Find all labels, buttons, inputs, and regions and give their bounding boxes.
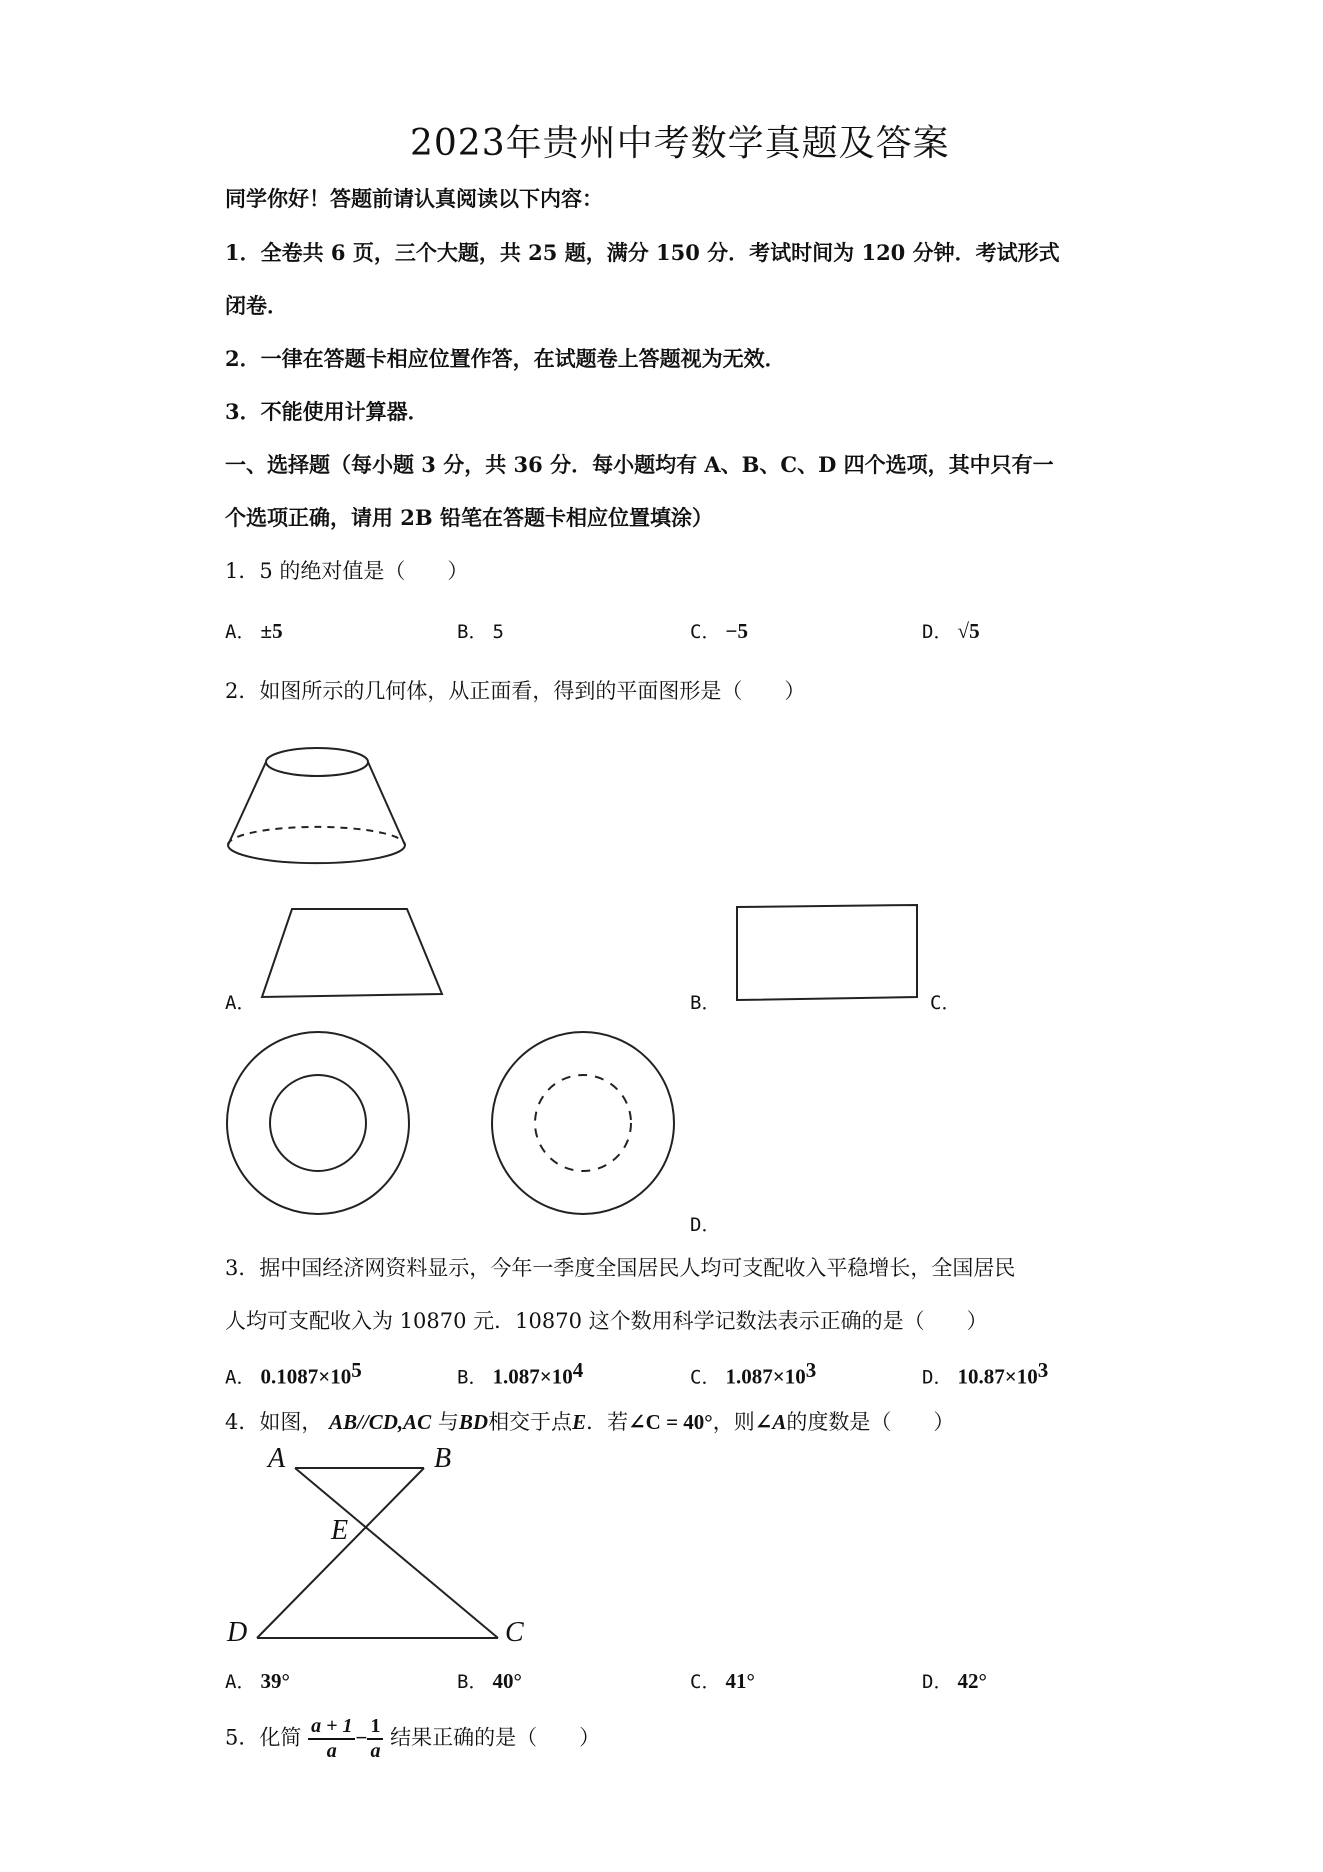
point-label-d: D <box>227 1617 248 1648</box>
option-value: 41° <box>725 1669 755 1693</box>
stem-text: 与 <box>437 1410 459 1434</box>
question-4-stem <box>225 1406 954 1436</box>
frustum-right-edge <box>368 762 405 845</box>
intersecting-lines-figure <box>220 1445 540 1645</box>
option-exponent: 4 <box>572 1358 584 1382</box>
point-label-c: C <box>505 1617 524 1648</box>
question-3-option-b <box>457 1358 583 1389</box>
segment-bd <box>257 1468 424 1638</box>
segment-ac <box>295 1468 498 1638</box>
option-label: A． <box>225 1366 256 1389</box>
option-value: ±5 <box>260 619 283 643</box>
stem-suffix: 结果正确的是（ ） <box>390 1725 601 1750</box>
question-3-option-d <box>922 1358 1048 1389</box>
stem-point-e: E <box>572 1410 587 1434</box>
point-label-e: E <box>331 1515 349 1546</box>
option-mantissa: 0.1087×10 <box>260 1364 352 1389</box>
stem-prefix: 5．化简 <box>225 1725 302 1750</box>
question-1-stem: 1．5 的绝对值是（ ） <box>225 559 469 583</box>
frustum-figure <box>220 740 420 880</box>
page-title: 2023年贵州中考数学真题及答案 <box>410 123 950 164</box>
question-1-option-a <box>225 617 283 644</box>
question-2-option-b-label: B． <box>690 992 721 1014</box>
fraction-a-plus-1-over-a <box>308 1715 355 1763</box>
option-a-trapezoid <box>260 905 460 1005</box>
intro-greeting: 同学你好！答题前请认真阅读以下内容： <box>225 186 603 211</box>
intro-rule-3: 3．不能使用计算器． <box>225 399 429 424</box>
frustum-bottom-front <box>228 845 405 863</box>
stem-prefix: 4．如图， <box>225 1410 323 1434</box>
option-label: C． <box>690 1366 721 1389</box>
frustum-left-edge <box>228 762 266 845</box>
question-4-option-b <box>457 1667 522 1694</box>
option-exponent: 3 <box>1037 1358 1049 1382</box>
option-b-rectangle <box>735 905 925 1005</box>
option-value: 42° <box>957 1669 987 1693</box>
question-3-stem: 3．据中国经济网资料显示，今年一季度全国居民人均可支配收入平稳增长，全国居民 <box>225 1256 1016 1280</box>
intro-rule-1: 1．全卷共 6 页，三个大题，共 25 题，满分 150 分．考试时间为 120 分钟．考试形式 <box>225 240 1060 265</box>
question-3-stem-cont: 人均可支配收入为 10870 元．10870 这个数用科学记数法表示正确的是（ ） <box>225 1309 988 1333</box>
fraction-denominator: a <box>326 1740 337 1762</box>
question-4-option-c <box>690 1667 755 1694</box>
question-5-stem <box>225 1715 600 1763</box>
fraction-numerator: a + 1 <box>308 1715 355 1740</box>
fraction-1-over-a <box>367 1715 383 1763</box>
option-label: B． <box>457 1366 488 1389</box>
fraction-numerator: 1 <box>367 1715 383 1740</box>
option-label: D． <box>922 621 953 643</box>
intro-rule-1-cont: 闭卷． <box>225 293 288 318</box>
option-mantissa: 10.87×10 <box>957 1364 1038 1389</box>
stem-angle-c: ∠C = 40° <box>628 1410 713 1434</box>
option-label: D． <box>922 1366 953 1389</box>
section-1-heading: 一、选择题（每小题 3 分，共 36 分．每小题均有 A、B、C、D 四个选项，其中只有一 <box>225 452 1054 477</box>
option-label: A． <box>225 621 256 643</box>
question-1-option-c <box>690 617 748 644</box>
stem-text: ，则 <box>712 1410 755 1434</box>
point-label-b: B <box>434 1443 452 1474</box>
option-exponent: 5 <box>351 1358 362 1382</box>
option-mantissa: 1.087×10 <box>492 1364 573 1389</box>
question-3-option-c <box>690 1358 816 1389</box>
option-label: D． <box>922 1671 953 1693</box>
stem-text: 的度数是（ ） <box>786 1410 955 1434</box>
question-4-option-d <box>922 1667 987 1694</box>
frustum-top-ellipse <box>266 748 368 776</box>
option-d-dashed-circles <box>490 1030 680 1220</box>
option-label: B． <box>457 1671 488 1693</box>
question-2-option-a-label: A． <box>225 992 256 1014</box>
stem-text: 相交于点 <box>488 1410 573 1434</box>
option-label: A． <box>225 1671 256 1693</box>
question-2-stem: 2．如图所示的几何体，从正面看，得到的平面图形是（ ） <box>225 679 806 703</box>
option-value: 5 <box>492 621 504 643</box>
option-c-concentric-circles <box>225 1030 415 1220</box>
stem-text: ．若 <box>586 1410 629 1434</box>
question-1-option-d <box>922 617 980 644</box>
stem-condition: AB//CD,AC <box>329 1410 432 1434</box>
question-1-option-b <box>457 617 504 644</box>
frustum-bottom-back <box>228 827 405 845</box>
stem-angle-a: ∠A <box>754 1410 787 1434</box>
fraction-denominator: a <box>370 1740 381 1762</box>
intro-rule-2: 2．一律在答题卡相应位置作答，在试题卷上答题视为无效． <box>225 346 786 371</box>
point-label-a: A <box>268 1443 286 1474</box>
stem-segment-bd: BD <box>458 1410 489 1434</box>
question-2-option-c-label: C． <box>930 992 961 1014</box>
section-1-heading-cont: 个选项正确，请用 2B 铅笔在答题卡相应位置填涂） <box>225 505 713 530</box>
minus-sign: − <box>355 1725 368 1750</box>
option-value: √5 <box>957 619 980 643</box>
option-exponent: 3 <box>805 1358 817 1382</box>
question-2-option-d-label: D． <box>690 1214 721 1236</box>
option-label: C． <box>690 621 721 643</box>
option-value: −5 <box>725 619 749 643</box>
option-mantissa: 1.087×10 <box>725 1364 806 1389</box>
option-value: 40° <box>492 1669 522 1693</box>
question-4-option-a <box>225 1667 290 1694</box>
option-label: C． <box>690 1671 721 1693</box>
option-value: 39° <box>260 1669 290 1693</box>
question-3-option-a <box>225 1358 362 1389</box>
option-label: B． <box>457 621 488 643</box>
